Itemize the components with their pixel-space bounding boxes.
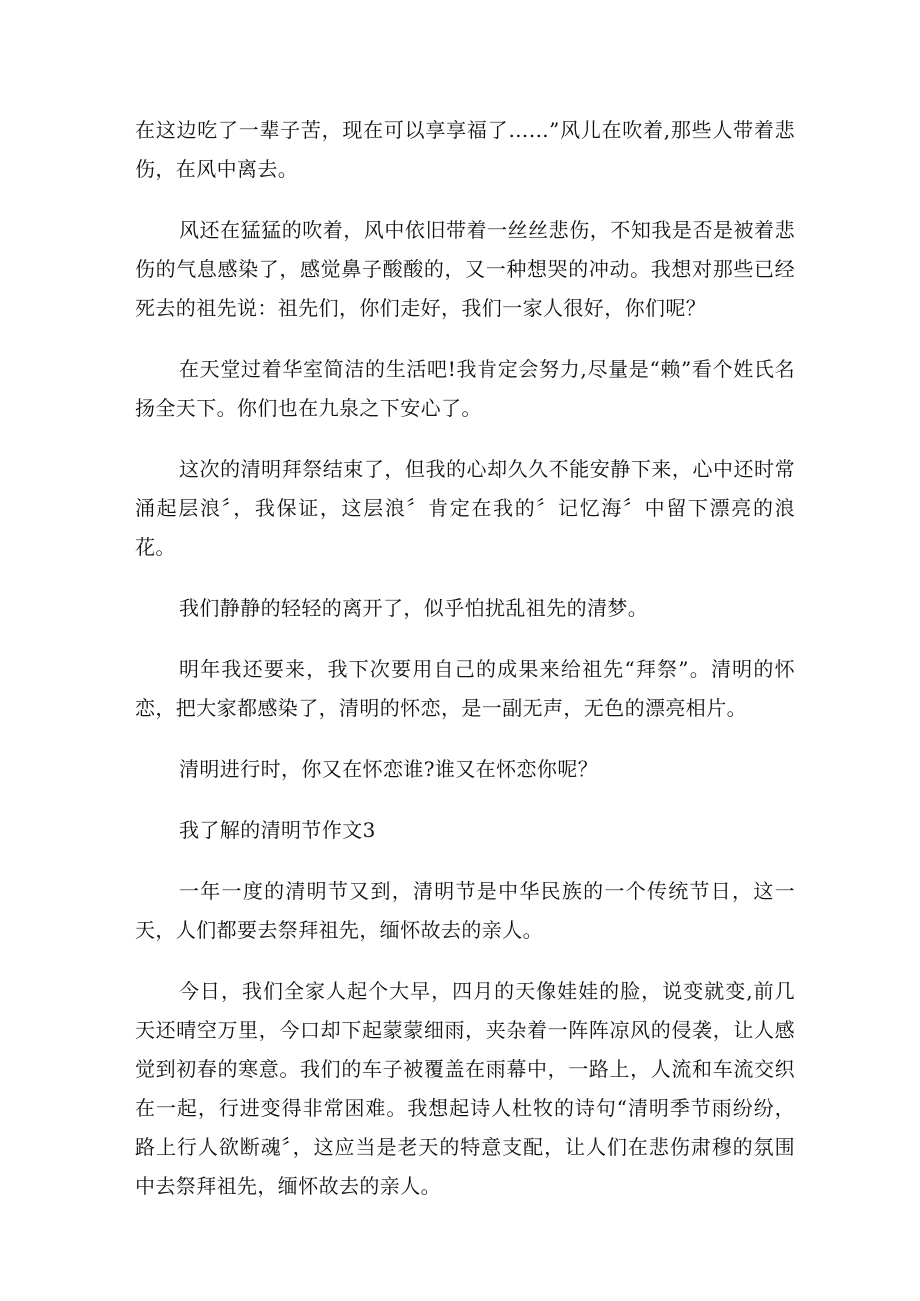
paragraph-next-year: 明年我还要来，我下次要用自己的成果来给祖先“拜祭”。清明的怀恋，把大家都感染了，清明的怀恋，是一副无声，无色的漂亮相片。 — [135, 657, 795, 720]
paragraph-question: 清明进行时，你又在怀恋谁?谁又在怀恋你呢？ — [179, 757, 599, 781]
paragraph-wind: 风还在猛猛的吹着，风中依旧带着一丝丝悲伤，不知我是否是被着悲伤的气息感染了，感觉鼻子酸酸的，又一种想哭的冲动。我想对那些已经死去的祖先说：祖先们，你们走好，我们一家人很好，你们呢？ — [135, 218, 795, 320]
paragraph-rainy-day: 今日，我们全家人起个大早，四月的天像娃娃的脸，说变就变,前几天还晴空万里，今口却下起蒙蒙细雨，夹杂着一阵阵凉风的侵袭，让人感觉到初春的寒意。我们的车子被覆盖在雨幕中，一路上，人流和车流交织在一起，行进变得非常困难。我想起诗人杜牧的诗句“清明季节雨纷纷，路上行人欲断魂〞，这应当是老天的特意支配，让人们在悲伤肃穆的氛围中去祭拜祖先，缅怀故去的亲人。 — [135, 979, 795, 1198]
paragraph-heaven: 在天堂过着华室简洁的生活吧!我肯定会努力,尽量是“赖”看个姓氏名扬全天下。你们也在九泉之下安心了。 — [135, 357, 795, 420]
paragraph-ceremony-end: 这次的清明拜祭结束了，但我的心却久久不能安静下来，心中还时常涌起层浪〞，我保证，这层浪〞肯定在我的〞记忆海〞中留下漂亮的浪花。 — [135, 457, 795, 559]
paragraph-festival-intro: 一年一度的清明节又到，清明节是中华民族的一个传统节日，这一天，人们都要去祭拜祖先，缅怀故去的亲人。 — [135, 879, 795, 942]
paragraph-continuation: 在这边吃了一辈子苦，现在可以享享福了……”风儿在吹着,那些人带着悲伤，在风中离去。 — [135, 118, 795, 181]
document-page — [135, 111, 795, 1228]
section-title: 我了解的清明节作文3 — [179, 818, 376, 842]
paragraph-leaving: 我们静静的轻轻的离开了，似乎怕扰乱祖先的清梦。 — [179, 596, 649, 620]
